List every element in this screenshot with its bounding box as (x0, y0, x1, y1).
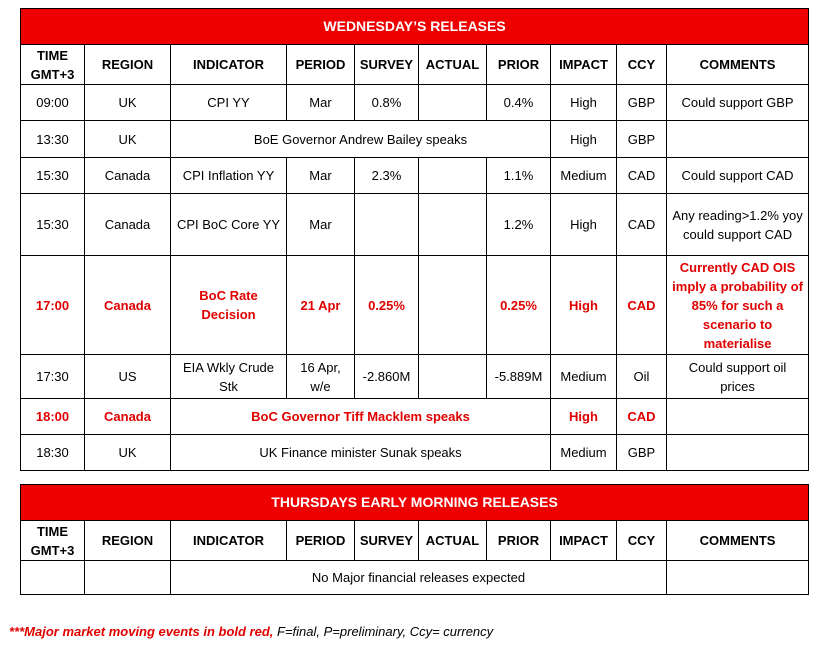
header-period: PERIOD (287, 45, 355, 85)
cell-period: Mar (287, 85, 355, 121)
cell-ccy: GBP (617, 85, 667, 121)
cell-period: 21 Apr (287, 256, 355, 355)
table-row-highlight (21, 399, 809, 435)
cell-ccy: GBP (617, 435, 667, 471)
cell-period: Mar (287, 158, 355, 194)
cell-impact: Medium (551, 355, 617, 399)
cell-event: BoC Governor Tiff Macklem speaks (171, 399, 551, 435)
cell-actual (419, 194, 487, 256)
cell-comments: Could support oil prices (667, 355, 809, 399)
cell-indicator: CPI YY (171, 85, 287, 121)
cell-comments (667, 435, 809, 471)
cell-indicator: BoC Rate Decision (171, 256, 287, 355)
cell-comments (667, 399, 809, 435)
cell-region: Canada (85, 256, 171, 355)
header-comments: COMMENTS (667, 45, 809, 85)
cell-comments: Could support CAD (667, 158, 809, 194)
cell-comments: Could support GBP (667, 85, 809, 121)
cell-comments (667, 561, 809, 595)
wednesday-releases-table (20, 8, 809, 471)
header-ccy: CCY (617, 45, 667, 85)
cell-survey: 0.8% (355, 85, 419, 121)
cell-time: 13:30 (21, 121, 85, 158)
cell-ccy: CAD (617, 256, 667, 355)
cell-ccy: Oil (617, 355, 667, 399)
footnote (9, 624, 493, 639)
cell-actual (419, 158, 487, 194)
header-impact: IMPACT (551, 521, 617, 561)
header-indicator: INDICATOR (171, 45, 287, 85)
cell-region (85, 561, 171, 595)
header-region: REGION (85, 45, 171, 85)
cell-period: Mar (287, 194, 355, 256)
header-actual: ACTUAL (419, 521, 487, 561)
table-row-highlight (21, 256, 809, 355)
header-actual: ACTUAL (419, 45, 487, 85)
cell-ccy: CAD (617, 158, 667, 194)
header-prior: PRIOR (487, 521, 551, 561)
table-row (21, 561, 809, 595)
cell-time: 17:30 (21, 355, 85, 399)
cell-time: 15:30 (21, 194, 85, 256)
header-prior: PRIOR (487, 45, 551, 85)
cell-survey: -2.860M (355, 355, 419, 399)
cell-impact: Medium (551, 435, 617, 471)
cell-region: Canada (85, 399, 171, 435)
cell-impact: High (551, 256, 617, 355)
cell-region: Canada (85, 194, 171, 256)
wednesday-title: WEDNESDAY’S RELEASES (21, 9, 809, 45)
cell-comments: Currently CAD OIS imply a probability of 85% for such a scenario to materialise (667, 256, 809, 355)
table-row (21, 355, 809, 399)
header-survey: SURVEY (355, 45, 419, 85)
table-row (21, 435, 809, 471)
thursday-releases-table (20, 484, 809, 595)
header-time: TIME GMT+3 (21, 45, 85, 85)
cell-indicator: EIA Wkly Crude Stk (171, 355, 287, 399)
cell-time: 15:30 (21, 158, 85, 194)
cell-actual (419, 85, 487, 121)
cell-impact: High (551, 121, 617, 158)
table-row (21, 121, 809, 158)
footnote-legend: F=final, P=preliminary, Ccy= currency (273, 624, 494, 639)
cell-time: 18:00 (21, 399, 85, 435)
header-impact: IMPACT (551, 45, 617, 85)
cell-prior: 0.25% (487, 256, 551, 355)
cell-impact: High (551, 399, 617, 435)
cell-prior: 1.1% (487, 158, 551, 194)
footnote-highlight: ***Major market moving events in bold red, (9, 624, 274, 639)
cell-actual (419, 256, 487, 355)
table-row (21, 85, 809, 121)
cell-region: UK (85, 85, 171, 121)
header-time: TIME GMT+3 (21, 521, 85, 561)
header-indicator: INDICATOR (171, 521, 287, 561)
cell-event: UK Finance minister Sunak speaks (171, 435, 551, 471)
cell-survey: 2.3% (355, 158, 419, 194)
cell-region: UK (85, 435, 171, 471)
cell-event: BoE Governor Andrew Bailey speaks (171, 121, 551, 158)
cell-survey (355, 194, 419, 256)
table-row (21, 194, 809, 256)
cell-prior: 0.4% (487, 85, 551, 121)
header-period: PERIOD (287, 521, 355, 561)
cell-ccy: CAD (617, 399, 667, 435)
table-row (21, 158, 809, 194)
header-survey: SURVEY (355, 521, 419, 561)
cell-period: 16 Apr, w/e (287, 355, 355, 399)
cell-impact: High (551, 194, 617, 256)
cell-indicator: CPI Inflation YY (171, 158, 287, 194)
cell-time: 17:00 (21, 256, 85, 355)
cell-region: UK (85, 121, 171, 158)
cell-note: No Major financial releases expected (171, 561, 667, 595)
cell-indicator: CPI BoC Core YY (171, 194, 287, 256)
header-comments: COMMENTS (667, 521, 809, 561)
cell-time (21, 561, 85, 595)
cell-survey: 0.25% (355, 256, 419, 355)
cell-comments: Any reading>1.2% yoy could support CAD (667, 194, 809, 256)
cell-ccy: CAD (617, 194, 667, 256)
cell-time: 18:30 (21, 435, 85, 471)
cell-impact: Medium (551, 158, 617, 194)
cell-prior: -5.889M (487, 355, 551, 399)
header-region: REGION (85, 521, 171, 561)
cell-region: Canada (85, 158, 171, 194)
cell-ccy: GBP (617, 121, 667, 158)
header-ccy: CCY (617, 521, 667, 561)
cell-prior: 1.2% (487, 194, 551, 256)
cell-time: 09:00 (21, 85, 85, 121)
cell-actual (419, 355, 487, 399)
cell-comments (667, 121, 809, 158)
cell-region: US (85, 355, 171, 399)
cell-impact: High (551, 85, 617, 121)
thursday-title: THURSDAYS EARLY MORNING RELEASES (21, 485, 809, 521)
